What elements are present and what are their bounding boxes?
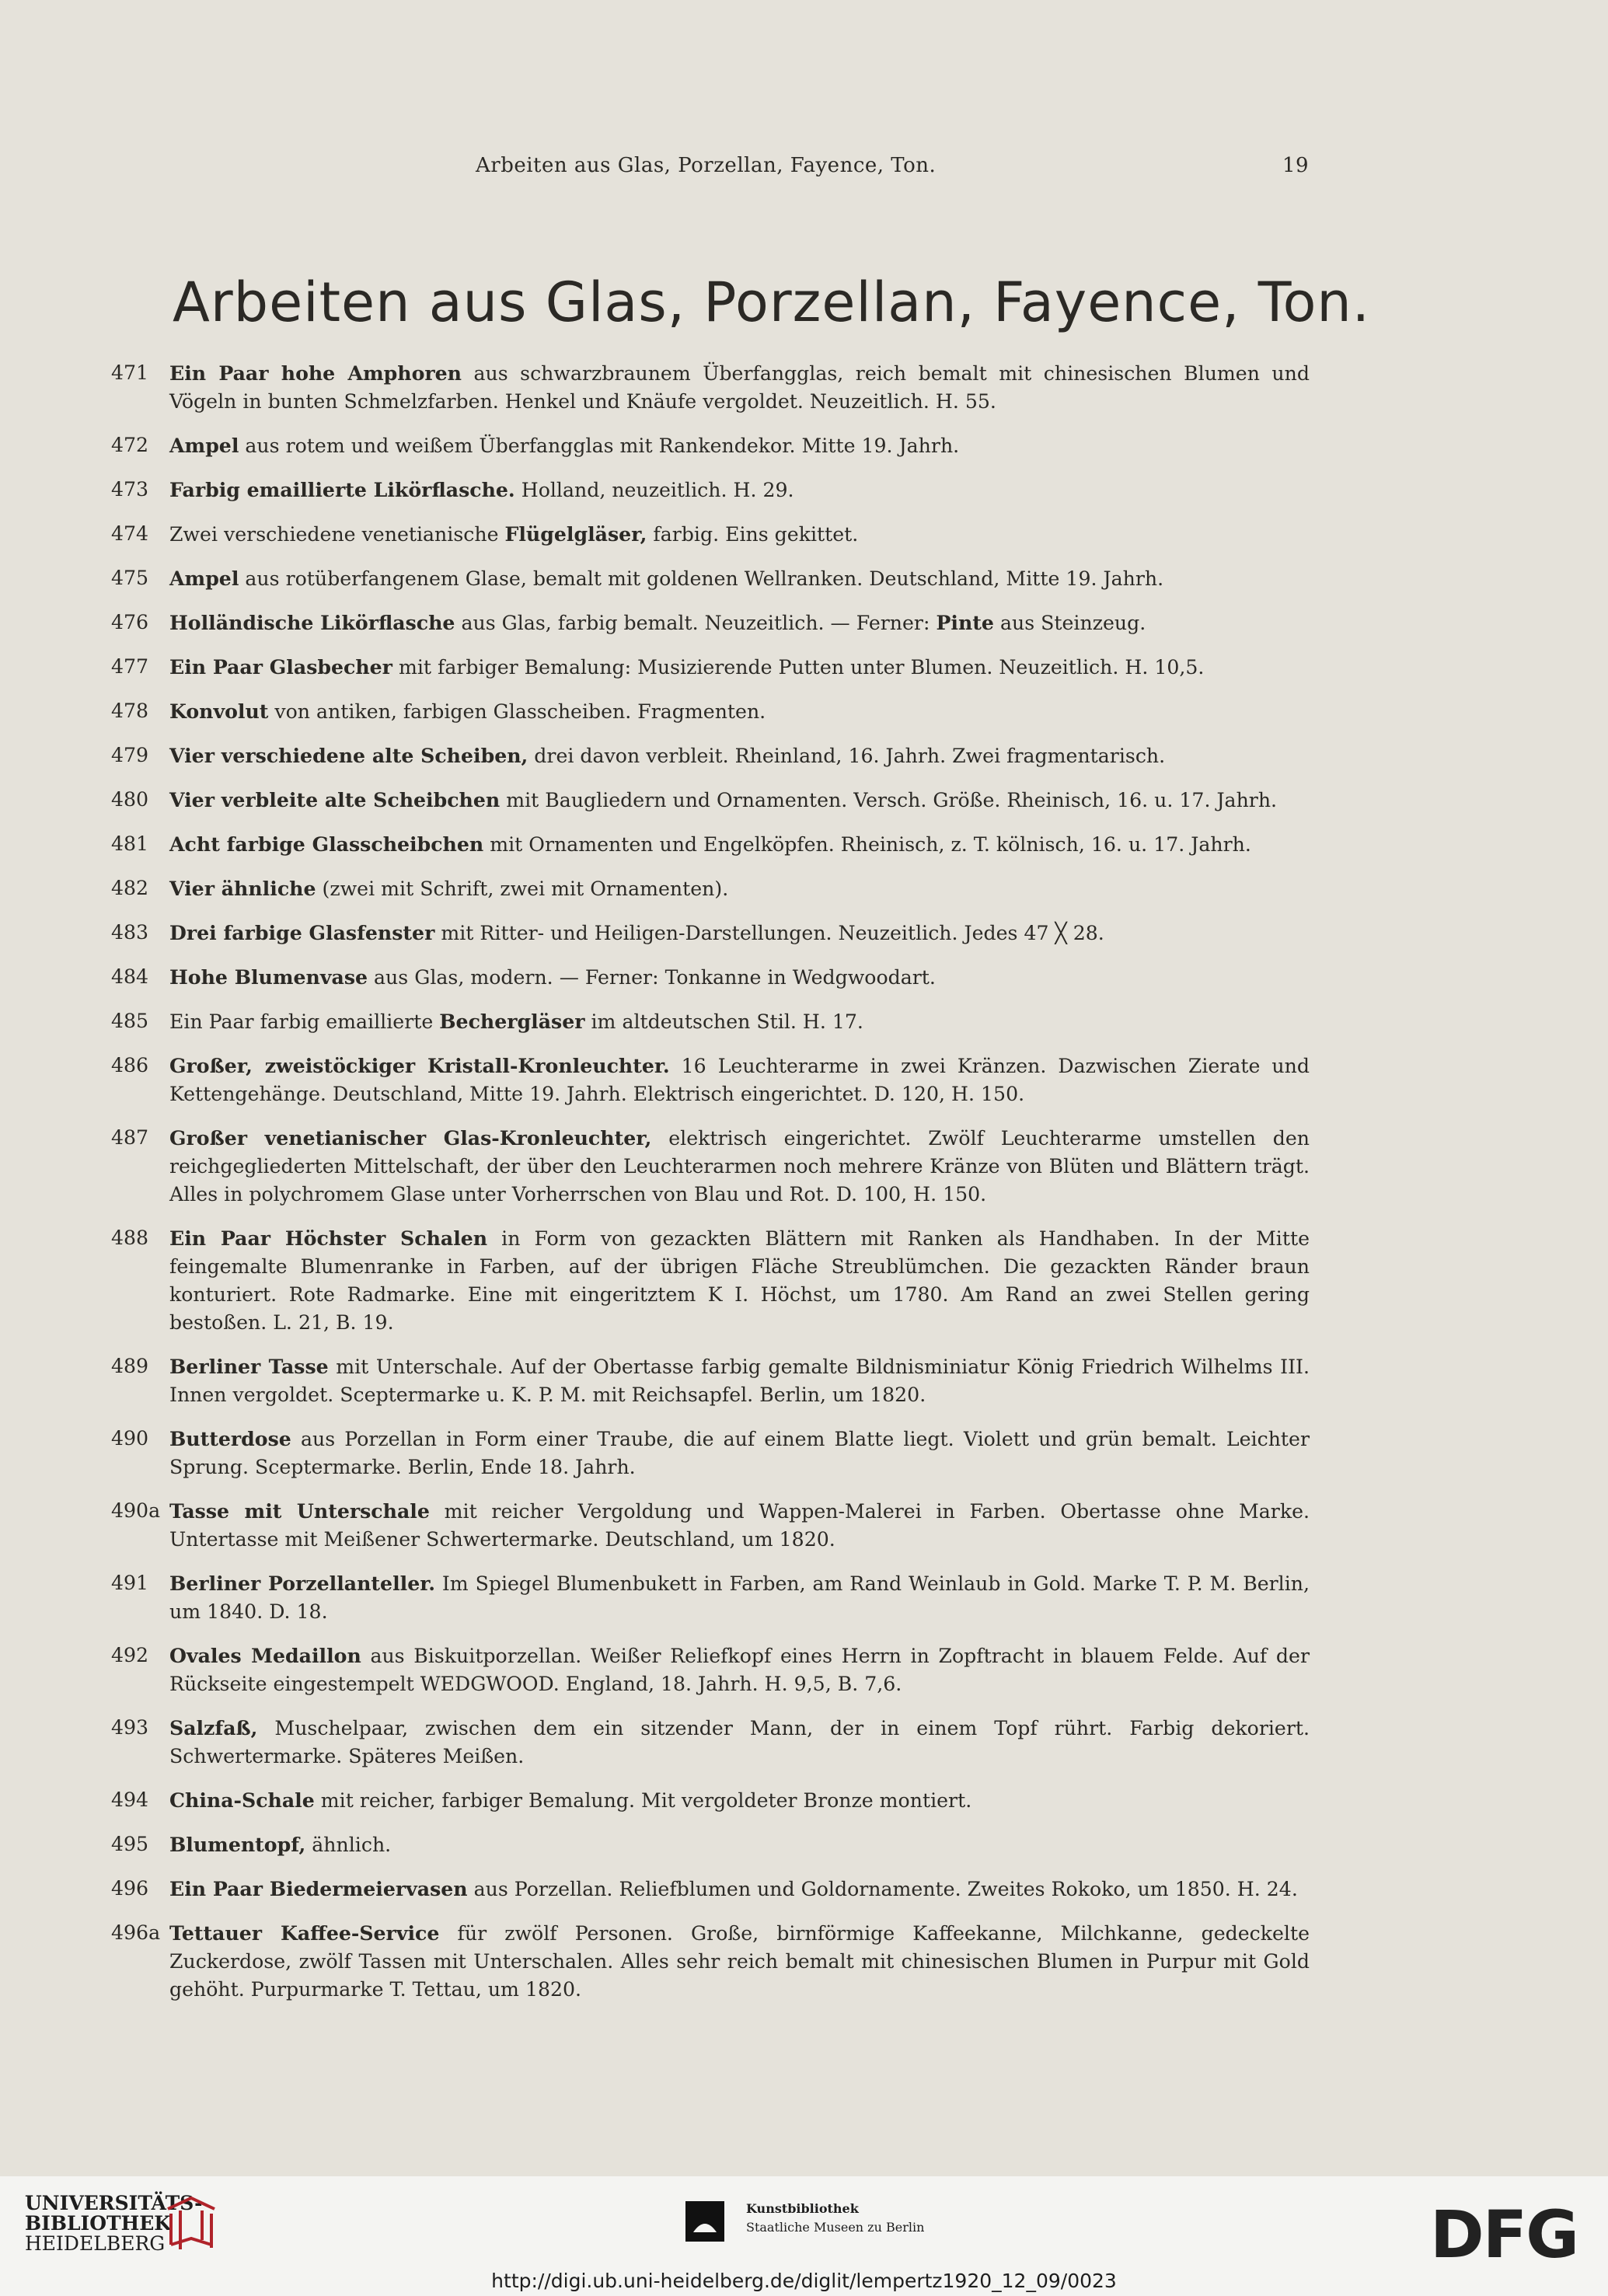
- entry-text: Holland, neuzeitlich. H. 29.: [514, 479, 794, 501]
- catalog-entry: [109, 1919, 1310, 2004]
- entry-item-title: Vier ähnliche: [169, 877, 316, 900]
- entry-text: 16 Leuchterarme in zwei Kränzen. Dazwischen Zierate und Kettengehänge. Deutschland, Mitte 19. Jahrh. Elektrisch eingerichtet. D. 120, H. 150.: [169, 1055, 1310, 1105]
- entry-text: aus Porzellan in Form einer Traube, die auf einem Blatte liegt. Violett und grün bemalt. Leichter Sprung. Sceptermarke. Berlin, Ende 18. Jahrh.: [169, 1428, 1310, 1478]
- catalog-entry: [109, 741, 1310, 770]
- entry-number: 490a: [111, 1499, 161, 1522]
- dfg-logo[interactable]: DFG: [1430, 2197, 1578, 2273]
- entry-item-title: Flügelgläser,: [504, 522, 647, 546]
- entry-number: 480: [111, 788, 149, 811]
- entry-description: [169, 431, 1310, 460]
- entry-description: [169, 1714, 1310, 1771]
- entry-text: aus Glas, modern. — Ferner: Tonkanne in Wedgwoodart.: [368, 966, 936, 989]
- entry-number: 486: [111, 1054, 149, 1076]
- entry-item-title: Großer, zweistöckiger Kristall-Kronleuchter.: [169, 1054, 670, 1077]
- entry-description: [169, 564, 1310, 593]
- entry-text: mit Ritter- und Heiligen-Darstellungen. Neuzeitlich. Jedes 47 ╳ 28.: [434, 922, 1104, 944]
- entry-number: 494: [111, 1788, 149, 1811]
- entry-text: mit reicher, farbiger Bemalung. Mit vergoldeter Bronze montiert.: [314, 1789, 972, 1812]
- entry-description: [169, 919, 1310, 947]
- entry-text: im altdeutschen Stil. H. 17.: [584, 1010, 863, 1033]
- entry-number: 482: [111, 877, 149, 899]
- entry-number: 492: [111, 1644, 149, 1666]
- catalog-entry: [109, 1052, 1310, 1108]
- entry-text: (zwei mit Schrift, zwei mit Ornamenten).: [316, 878, 729, 900]
- catalog-entry: [109, 476, 1310, 504]
- entry-number: 471: [111, 361, 149, 384]
- entry-item-title: Ovales Medaillon: [169, 1644, 361, 1667]
- entry-item-title: Ein Paar hohe Amphoren: [169, 361, 462, 385]
- entry-item-title: Ampel: [169, 567, 239, 590]
- entry-item-title: Ampel: [169, 434, 239, 457]
- catalog-entry: [109, 564, 1310, 593]
- entry-item-title: Konvolut: [169, 700, 269, 723]
- entry-item-title: Ein Paar Höchster Schalen: [169, 1227, 488, 1250]
- entry-number: 496: [111, 1877, 149, 1900]
- entry-description: [169, 1919, 1310, 2004]
- running-head-title: Arbeiten aus Glas, Porzellan, Fayence, Ton.: [476, 154, 937, 177]
- catalog-entry: [109, 431, 1310, 460]
- entry-number: 474: [111, 522, 149, 545]
- entry-text: drei davon verbleit. Rheinland, 16. Jahrh. Zwei fragmentarisch.: [528, 745, 1166, 767]
- entry-description: [169, 359, 1310, 416]
- entry-description: [169, 1124, 1310, 1209]
- catalog-entry: [109, 359, 1310, 416]
- entry-description: [169, 1786, 1310, 1815]
- entry-number: 476: [111, 611, 149, 633]
- entry-description: [169, 1569, 1310, 1626]
- catalog-entry: [109, 1569, 1310, 1626]
- catalog-entry: [109, 1830, 1310, 1859]
- entry-text: farbig. Eins gekittet.: [647, 523, 859, 546]
- page-number: 19: [1282, 154, 1310, 177]
- entry-text: ähnlich.: [305, 1834, 392, 1856]
- entry-text: von antiken, farbigen Glasscheiben. Fragmenten.: [268, 700, 766, 723]
- entry-text: aus Steinzeug.: [993, 612, 1146, 634]
- entry-number: 483: [111, 921, 149, 944]
- entry-item-title: Bechergläser: [439, 1010, 585, 1033]
- catalog-entry: [109, 697, 1310, 726]
- entry-text: mit Baugliedern und Ornamenten. Versch. Größe. Rheinisch, 16. u. 17. Jahrh.: [500, 789, 1278, 811]
- entry-text: Muschelpaar, zwischen dem ein sitzender Mann, der in einem Topf rührt. Farbig dekoriert. Schwertermarke. Späteres Meißen.: [169, 1717, 1310, 1767]
- catalog-entry: [109, 1425, 1310, 1481]
- catalog-entry: [109, 1124, 1310, 1209]
- entry-item-title: Drei farbige Glasfenster: [169, 921, 435, 944]
- entry-description: [169, 1352, 1310, 1409]
- kunstbibliothek-emblem-icon: [685, 2201, 724, 2242]
- entry-number: 472: [111, 434, 149, 456]
- entry-text: in Form von gezackten Blättern mit Ranken als Handhaben. In der Mitte feingemalte Blumenranke in Farben, auf der übrigen Fläche Streublümchen. Die gezackten Ränder braun konturiert. Rote Radmarke. Eine mit eingeritztem K I. Höchst, um 1780. Am Rand an zwei Stellen gering bestoßen. L. 21, B. 19.: [169, 1227, 1310, 1334]
- entry-text: mit Ornamenten und Engelköpfen. Rheinisch, z. T. kölnisch, 16. u. 17. Jahrh.: [483, 833, 1251, 856]
- entry-number: 490: [111, 1427, 149, 1450]
- entry-text: mit reicher Vergoldung und Wappen-Malerei in Farben. Obertasse ohne Marke. Untertasse mit Meißener Schwertermarke. Deutschland, um 1820.: [169, 1500, 1310, 1551]
- entry-text: Ein Paar farbig emaillierte: [169, 1010, 440, 1033]
- entry-text: Im Spiegel Blumenbukett in Farben, am Rand Weinlaub in Gold. Marke T. P. M. Berlin, um 1840. D. 18.: [169, 1572, 1310, 1623]
- entry-text: Zwei verschiedene venetianische: [169, 523, 505, 546]
- kunstbibliothek-logo[interactable]: [746, 2200, 924, 2237]
- entry-number: 478: [111, 700, 149, 722]
- entry-item-title: Blumentopf,: [169, 1833, 306, 1856]
- entry-item-title: Pinte: [936, 611, 994, 634]
- entry-item-title: Butterdose: [169, 1427, 291, 1450]
- catalog-entry: [109, 919, 1310, 947]
- entry-number: 489: [111, 1355, 149, 1377]
- entry-description: [169, 741, 1310, 770]
- entry-number: 496a: [111, 1921, 161, 1944]
- entry-text: aus Glas, farbig bemalt. Neuzeitlich. — Ferner:: [455, 612, 937, 634]
- entry-number: 484: [111, 965, 149, 988]
- catalog-entry: [109, 1786, 1310, 1815]
- entry-description: [169, 830, 1310, 859]
- entry-text: aus rotem und weißem Überfangglas mit Rankendekor. Mitte 19. Jahrh.: [239, 434, 960, 457]
- entry-text: mit Unterschale. Auf der Obertasse farbig gemalte Bildnisminiatur König Friedrich Wilhelms III. Innen vergoldet. Sceptermarke u. K. P. M. mit Reichsapfel. Berlin, um 1820.: [169, 1356, 1310, 1406]
- entry-item-title: Holländische Likörflasche: [169, 611, 455, 634]
- entry-number: 479: [111, 744, 149, 766]
- catalog-entry: [109, 1642, 1310, 1698]
- entry-item-title: Vier verbleite alte Scheibchen: [169, 788, 501, 811]
- page-title: Arbeiten aus Glas, Porzellan, Fayence, Ton.: [173, 270, 1371, 334]
- catalog-entry: [109, 1497, 1310, 1554]
- entry-number: 487: [111, 1126, 149, 1149]
- entry-text: mit farbiger Bemalung: Musizierende Putten unter Blumen. Neuzeitlich. H. 10,5.: [392, 656, 1205, 679]
- catalog-entry: [109, 653, 1310, 682]
- entry-item-title: Tettauer Kaffee-Service: [169, 1921, 440, 1945]
- entry-number: 481: [111, 832, 149, 855]
- catalog-entry: [109, 830, 1310, 859]
- entry-text: aus rotüberfangenem Glase, bemalt mit goldenen Wellranken. Deutschland, Mitte 19. Jahrh.: [239, 567, 1164, 590]
- entry-number: 473: [111, 478, 149, 501]
- entry-number: 477: [111, 655, 149, 678]
- catalog-entry: [109, 609, 1310, 637]
- entry-description: [169, 1052, 1310, 1108]
- entry-number: 491: [111, 1572, 149, 1594]
- entry-text: für zwölf Personen. Große, birnförmige Kaffeekanne, Milchkanne, gedeckelte Zuckerdose, zwölf Tassen mit Unterschalen. Alles sehr reich bemalt mit chinesischen Blumen in Purpur mit Gold gehöht. Purpurmarke T. Tettau, um 1820.: [169, 1922, 1310, 2001]
- catalog-entry: [109, 963, 1310, 992]
- entry-text: elektrisch eingerichtet. Zwölf Leuchterarme umstellen den reichgegliederten Mittelschaft, der über den Leuchterarmen noch mehrere Kränze von Blüten und Blättern trägt. Alles in polychromem Glase unter Vorherrschen von Blau und Rot. D. 100, H. 150.: [169, 1127, 1310, 1206]
- catalog-entry: [109, 874, 1310, 903]
- entry-description: [169, 786, 1310, 815]
- catalog-entry: [109, 1714, 1310, 1771]
- entry-item-title: Salzfaß,: [169, 1716, 258, 1739]
- entry-item-title: Großer venetianischer Glas-Kronleuchter,: [169, 1126, 652, 1150]
- entry-description: [169, 963, 1310, 992]
- catalog-entry: [109, 520, 1310, 549]
- catalog-entries: [109, 359, 1310, 2019]
- entry-description: [169, 609, 1310, 637]
- ub-logo-line1: UNIVERSITÄTS-: [25, 2192, 203, 2214]
- entry-number: 488: [111, 1227, 149, 1249]
- entry-item-title: Ein Paar Glasbecher: [169, 655, 392, 679]
- entry-description: [169, 520, 1310, 549]
- entry-description: [169, 1497, 1310, 1554]
- entry-number: 493: [111, 1716, 149, 1739]
- entry-text: aus Porzellan. Reliefblumen und Goldornamente. Zweites Rokoko, um 1850. H. 24.: [467, 1878, 1298, 1900]
- catalog-entry: [109, 1352, 1310, 1409]
- ub-logo-line3: HEIDELBERG: [25, 2232, 166, 2255]
- entry-description: [169, 1007, 1310, 1036]
- entry-description: [169, 1224, 1310, 1337]
- catalog-entry: [109, 1007, 1310, 1036]
- source-url-link[interactable]: http://digi.ub.uni-heidelberg.de/diglit/lempertz1920_12_09/0023: [491, 2270, 1117, 2292]
- entry-item-title: Berliner Tasse: [169, 1355, 329, 1378]
- catalog-entry: [109, 1875, 1310, 1903]
- entry-item-title: Berliner Porzellanteller.: [169, 1572, 435, 1595]
- entry-description: [169, 697, 1310, 726]
- catalog-entry: [109, 786, 1310, 815]
- entry-description: [169, 1425, 1310, 1481]
- entry-description: [169, 1830, 1310, 1859]
- entry-text: aus Biskuitporzellan. Weißer Reliefkopf eines Herrn in Zopftracht in blauem Felde. Auf der Rückseite eingestempelt WEDGWOOD. England, 18. Jahrh. H. 9,5, B. 7,6.: [169, 1645, 1310, 1695]
- entry-number: 495: [111, 1833, 149, 1855]
- entry-description: [169, 653, 1310, 682]
- entry-item-title: Vier verschiedene alte Scheiben,: [169, 744, 528, 767]
- entry-description: [169, 476, 1310, 504]
- entry-item-title: Acht farbige Glasscheibchen: [169, 832, 484, 856]
- entry-number: 485: [111, 1010, 149, 1032]
- entry-number: 475: [111, 567, 149, 589]
- entry-description: [169, 1642, 1310, 1698]
- ub-logo-line2: BIBLIOTHEK: [25, 2212, 172, 2235]
- entry-item-title: Farbig emaillierte Likörflasche.: [169, 478, 515, 501]
- kb-line1: Kunstbibliothek: [746, 2201, 859, 2216]
- entry-item-title: Hohe Blumenvase: [169, 965, 368, 989]
- catalog-entry: [109, 1224, 1310, 1337]
- entry-text: aus schwarzbraunem Überfangglas, reich bemalt mit chinesischen Blumen und Vögeln in bunten Schmelzfarben. Henkel und Knäufe vergoldet. Neuzeitlich. H. 55.: [169, 362, 1310, 413]
- entry-item-title: Tasse mit Unterschale: [169, 1499, 430, 1523]
- entry-item-title: China-Schale: [169, 1788, 315, 1812]
- entry-item-title: Ein Paar Biedermeiervasen: [169, 1877, 468, 1900]
- ub-emblem-icon: [160, 2193, 222, 2252]
- kb-line2: Staatliche Museen zu Berlin: [746, 2220, 925, 2235]
- entry-description: [169, 1875, 1310, 1903]
- entry-description: [169, 874, 1310, 903]
